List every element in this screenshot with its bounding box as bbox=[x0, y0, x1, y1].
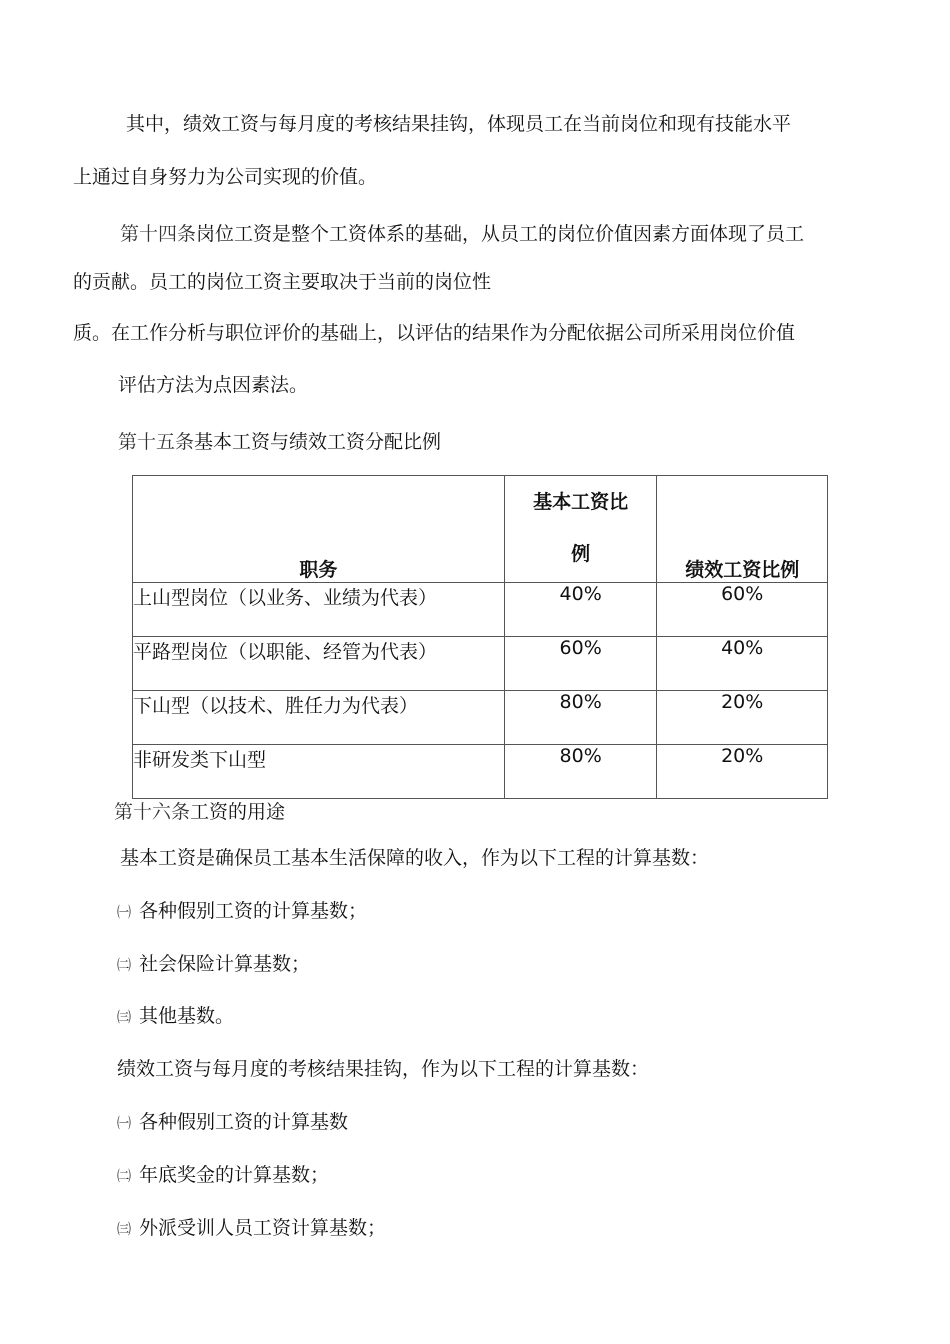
list-item bbox=[117, 1110, 348, 1136]
article-16-title: 工资的用途 bbox=[190, 801, 286, 823]
header-duty: 职务 bbox=[133, 476, 505, 583]
table-row bbox=[133, 583, 828, 637]
table-row bbox=[133, 637, 828, 691]
cell-base: 80% bbox=[504, 691, 657, 745]
cell-duty: 下山型（以技术、胜任力为代表） bbox=[133, 691, 505, 745]
cell-perf: 60% bbox=[657, 583, 828, 637]
list-item-text: 各种假别工资的计算基数 bbox=[139, 1111, 349, 1133]
article-14-text: 岗位工资是整个工资体系的基础，从员工的岗位价值因素方面体现了员工 bbox=[196, 223, 805, 245]
header-base-ratio bbox=[504, 476, 657, 583]
enum-marker: ㈢ bbox=[117, 1010, 131, 1026]
salary-ratio-table bbox=[132, 475, 828, 799]
cell-base: 80% bbox=[504, 745, 657, 799]
article-15-label: 第十五条 bbox=[118, 431, 195, 453]
enum-marker: ㈢ bbox=[117, 1222, 131, 1238]
paragraph-line: 评估方法为点因素法。 bbox=[118, 374, 309, 396]
cell-duty: 平路型岗位（以职能、经管为代表） bbox=[133, 637, 505, 691]
cell-perf: 20% bbox=[657, 745, 828, 799]
paragraph-line: 质。在工作分析与职位评价的基础上，以评估的结果作为分配依据公司所采用岗位价值 bbox=[73, 322, 796, 344]
list-item bbox=[117, 1004, 234, 1030]
list-item-text: 年底奖金的计算基数； bbox=[139, 1164, 330, 1186]
article-16-line bbox=[114, 800, 285, 824]
article-15-line bbox=[118, 430, 441, 454]
cell-perf: 20% bbox=[657, 691, 828, 745]
cell-duty: 上山型岗位（以业务、业绩为代表） bbox=[133, 583, 505, 637]
header-base-line1: 基本工资比 bbox=[533, 491, 629, 513]
enum-marker: ㈡ bbox=[117, 1169, 131, 1185]
article-15-title: 基本工资与绩效工资分配比例 bbox=[194, 431, 442, 453]
perf-salary-intro: 绩效工资与每月度的考核结果挂钩，作为以下工程的计算基数： bbox=[117, 1058, 650, 1080]
list-item bbox=[117, 952, 310, 978]
list-item-text: 外派受训人员工资计算基数； bbox=[139, 1217, 387, 1239]
enum-marker: ㈠ bbox=[117, 1116, 131, 1132]
paragraph-line: 上通过自身努力为公司实现的价值。 bbox=[73, 166, 378, 188]
enum-marker: ㈡ bbox=[117, 958, 131, 974]
cell-base: 40% bbox=[504, 583, 657, 637]
base-salary-intro: 基本工资是确保员工基本生活保障的收入，作为以下工程的计算基数： bbox=[120, 847, 710, 869]
enum-marker: ㈠ bbox=[117, 905, 131, 921]
cell-duty: 非研发类下山型 bbox=[133, 745, 505, 799]
paragraph-line: 其中，绩效工资与每月度的考核结果挂钩，体现员工在当前岗位和现有技能水平 bbox=[126, 113, 792, 135]
cell-base: 60% bbox=[504, 637, 657, 691]
paragraph-line: 的贡献。员工的岗位工资主要取决于当前的岗位性 bbox=[73, 271, 492, 293]
table-row bbox=[133, 745, 828, 799]
table-header-row bbox=[133, 476, 828, 583]
header-base-line2: 例 bbox=[571, 543, 591, 565]
list-item bbox=[117, 1216, 386, 1242]
list-item-text: 其他基数。 bbox=[139, 1005, 235, 1027]
table-row bbox=[133, 691, 828, 745]
list-item bbox=[117, 899, 367, 925]
list-item-text: 各种假别工资的计算基数； bbox=[139, 900, 368, 922]
cell-perf: 40% bbox=[657, 637, 828, 691]
list-item-text: 社会保险计算基数； bbox=[139, 953, 311, 975]
article-14-label: 第十四条 bbox=[120, 223, 197, 245]
article-16-label: 第十六条 bbox=[114, 801, 191, 823]
header-perf-ratio: 绩效工资比例 bbox=[657, 476, 828, 583]
list-item bbox=[117, 1163, 329, 1189]
article-14-line bbox=[120, 222, 804, 246]
